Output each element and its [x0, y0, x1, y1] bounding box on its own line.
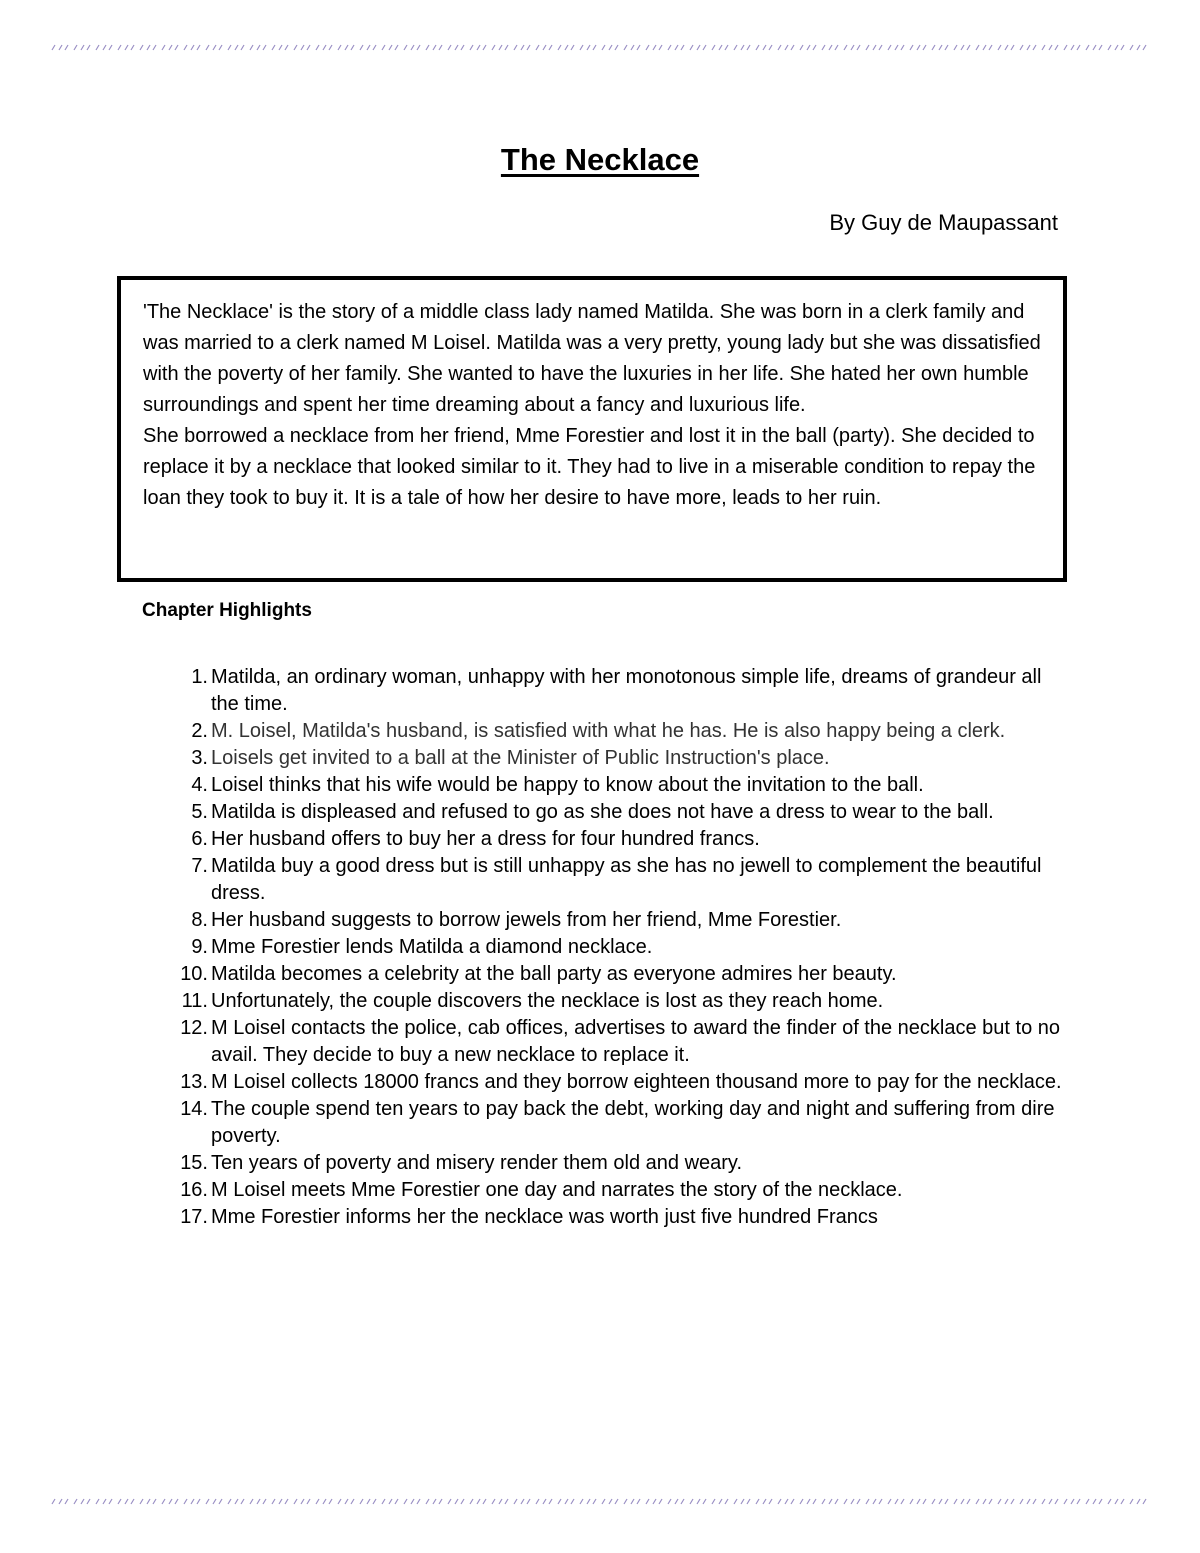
- list-item: [164, 772, 1064, 799]
- list-item: [164, 1096, 1064, 1150]
- list-item-text: M Loisel collects 18000 francs and they borrow eighteen thousand more to pay for the necklace.: [211, 1071, 1062, 1093]
- list-item-number: 6.: [191, 828, 208, 850]
- summary-paragraph-2: She borrowed a necklace from her friend, Mme Forestier and lost it in the ball (party). She decided to replace it by a necklace that looked similar to it. They had to live in a miserable condition to repay the loan they took to buy it. It is a tale of how her desire to have more, leads to her ruin.: [143, 425, 1036, 509]
- list-item: [164, 826, 1064, 853]
- list-item-number: 12.: [180, 1017, 208, 1039]
- list-item: [164, 853, 1064, 907]
- decorative-border-bottom: [50, 1496, 1150, 1506]
- list-item: [164, 1150, 1064, 1177]
- section-heading: Chapter Highlights: [142, 600, 312, 621]
- list-item-number: 5.: [191, 801, 208, 823]
- list-item-number: 7.: [191, 855, 208, 877]
- page-title: The Necklace: [500, 142, 700, 177]
- list-item-number: 1.: [191, 666, 208, 688]
- list-item-text: Matilda becomes a celebrity at the ball party as everyone admires her beauty.: [211, 963, 897, 985]
- list-item-text: Unfortunately, the couple discovers the necklace is lost as they reach home.: [211, 990, 884, 1012]
- list-item-text: Matilda is displeased and refused to go as she does not have a dress to wear to the ball.: [211, 801, 994, 823]
- list-item: [164, 664, 1064, 718]
- list-item: [164, 745, 1064, 772]
- highlights-list: [164, 664, 1064, 1231]
- list-item-text: Mme Forestier informs her the necklace was worth just five hundred Francs: [211, 1206, 878, 1228]
- author-line: By Guy de Maupassant: [829, 210, 1058, 235]
- list-item: [164, 1015, 1064, 1069]
- list-item-number: 14.: [180, 1098, 208, 1120]
- list-item-number: 16.: [180, 1179, 208, 1201]
- list-item-number: 10.: [180, 963, 208, 985]
- list-item: [164, 907, 1064, 934]
- summary-paragraph-1: 'The Necklace' is the story of a middle class lady named Matilda. She was born in a clerk family and was married to a clerk named M Loisel. Matilda was a very pretty, young lady but she was dissatisfied with the poverty of her family. She wanted to have the luxuries in her life. She hated her own humble surroundings and spent her time dreaming about a fancy and luxurious life.: [143, 301, 1041, 416]
- list-item-text: Matilda, an ordinary woman, unhappy with her monotonous simple life, dreams of grandeur all the time.: [211, 666, 1042, 715]
- list-item: [164, 988, 1064, 1015]
- summary-box: [117, 276, 1067, 582]
- list-item-number: 17.: [180, 1206, 208, 1228]
- list-item-text: Her husband suggests to borrow jewels from her friend, Mme Forestier.: [211, 909, 842, 931]
- list-item: [164, 1204, 1064, 1231]
- list-item-text: Ten years of poverty and misery render them old and weary.: [211, 1152, 742, 1174]
- list-item-number: 9.: [191, 936, 208, 958]
- list-item-text: Matilda buy a good dress but is still unhappy as she has no jewell to complement the beautiful dress.: [211, 855, 1042, 904]
- list-item-text: Mme Forestier lends Matilda a diamond necklace.: [211, 936, 653, 958]
- list-item-text: The couple spend ten years to pay back the debt, working day and night and suffering from dire poverty.: [211, 1098, 1055, 1147]
- list-item-text: M Loisel contacts the police, cab offices, advertises to award the finder of the necklace but to no avail. They decide to buy a new necklace to replace it.: [211, 1017, 1061, 1066]
- list-item-text: M Loisel meets Mme Forestier one day and narrates the story of the necklace.: [211, 1179, 903, 1201]
- list-item-number: 15.: [180, 1152, 208, 1174]
- list-item: [164, 934, 1064, 961]
- list-item: [164, 718, 1064, 745]
- list-item-number: 3.: [191, 747, 208, 769]
- list-item-number: 8.: [191, 909, 208, 931]
- list-item: [164, 961, 1064, 988]
- list-item-number: 11.: [181, 990, 208, 1012]
- list-item-text: M. Loisel, Matilda's husband, is satisfied with what he has. He is also happy being a clerk.: [211, 720, 1006, 742]
- list-item: [164, 799, 1064, 826]
- list-item-number: 13.: [180, 1071, 208, 1093]
- dash-pattern-top: [50, 42, 1150, 52]
- list-item: [164, 1177, 1064, 1204]
- decorative-border-top: [50, 42, 1150, 52]
- list-item: [164, 1069, 1064, 1096]
- list-item-number: 4.: [191, 774, 208, 796]
- list-item-text: Loisel thinks that his wife would be happy to know about the invitation to the ball.: [211, 774, 924, 796]
- dash-pattern-bottom: [50, 1496, 1150, 1506]
- list-item-number: 2.: [191, 720, 208, 742]
- list-item-text: Loisels get invited to a ball at the Minister of Public Instruction's place.: [211, 747, 830, 769]
- list-item-text: Her husband offers to buy her a dress for four hundred francs.: [211, 828, 760, 850]
